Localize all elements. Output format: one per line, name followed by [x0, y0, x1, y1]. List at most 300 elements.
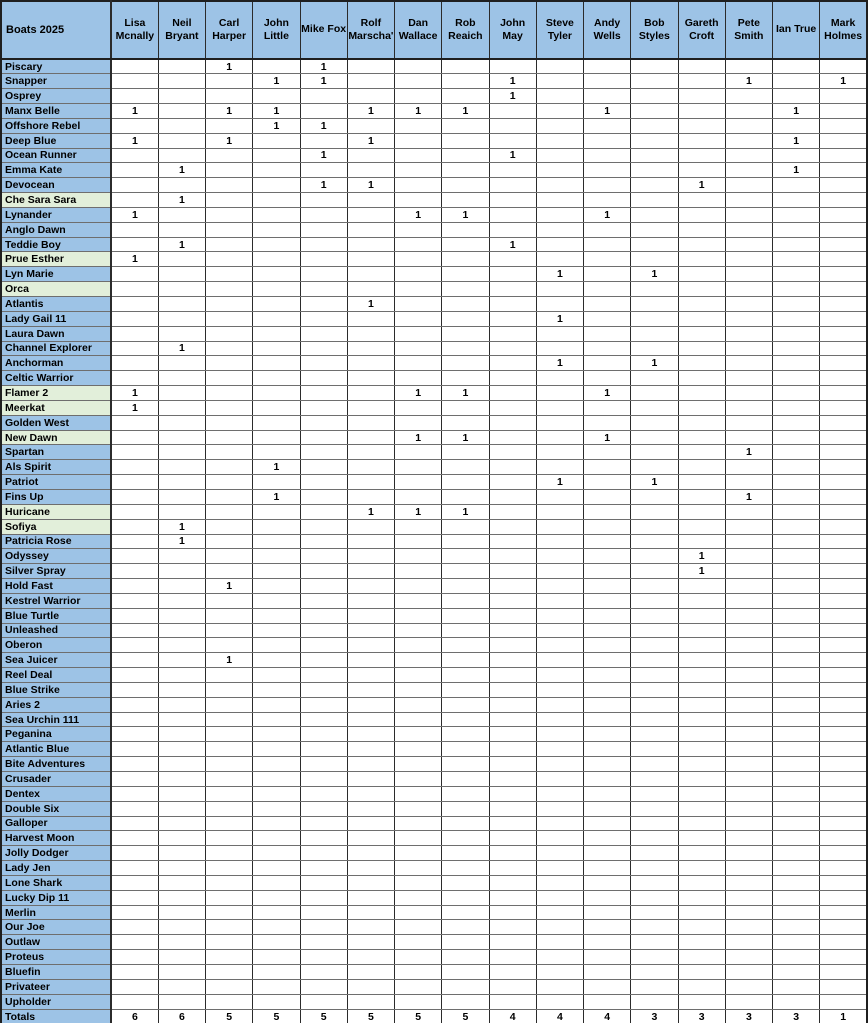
mark-cell[interactable] — [678, 430, 725, 445]
mark-cell[interactable] — [395, 237, 442, 252]
mark-cell[interactable] — [395, 697, 442, 712]
mark-cell[interactable] — [347, 712, 394, 727]
mark-cell[interactable] — [158, 786, 205, 801]
mark-cell[interactable] — [678, 593, 725, 608]
mark-cell[interactable] — [300, 326, 347, 341]
mark-cell[interactable] — [347, 697, 394, 712]
mark-cell[interactable] — [347, 163, 394, 178]
mark-cell[interactable] — [773, 579, 820, 594]
mark-cell[interactable] — [584, 682, 631, 697]
mark-cell[interactable] — [489, 564, 536, 579]
mark-cell[interactable] — [300, 163, 347, 178]
mark-cell[interactable] — [206, 786, 253, 801]
mark-cell[interactable] — [442, 979, 489, 994]
mark-cell[interactable]: 1 — [489, 89, 536, 104]
mark-cell[interactable] — [347, 252, 394, 267]
mark-cell[interactable] — [111, 460, 158, 475]
mark-cell[interactable] — [773, 193, 820, 208]
mark-cell[interactable] — [111, 371, 158, 386]
mark-cell[interactable] — [206, 460, 253, 475]
mark-cell[interactable] — [725, 697, 772, 712]
mark-cell[interactable] — [773, 905, 820, 920]
mark-cell[interactable] — [253, 816, 300, 831]
mark-cell[interactable] — [820, 964, 867, 979]
mark-cell[interactable] — [253, 237, 300, 252]
mark-cell[interactable] — [773, 519, 820, 534]
mark-cell[interactable] — [773, 786, 820, 801]
mark-cell[interactable] — [300, 267, 347, 282]
mark-cell[interactable] — [442, 905, 489, 920]
mark-cell[interactable] — [442, 519, 489, 534]
mark-cell[interactable] — [631, 89, 678, 104]
mark-cell[interactable] — [489, 445, 536, 460]
mark-cell[interactable] — [253, 445, 300, 460]
mark-cell[interactable] — [442, 608, 489, 623]
mark-cell[interactable] — [300, 89, 347, 104]
mark-cell[interactable] — [489, 326, 536, 341]
mark-cell[interactable] — [206, 163, 253, 178]
mark-cell[interactable] — [347, 193, 394, 208]
mark-cell[interactable] — [773, 801, 820, 816]
mark-cell[interactable] — [725, 267, 772, 282]
mark-cell[interactable] — [158, 178, 205, 193]
mark-cell[interactable] — [820, 935, 867, 950]
mark-cell[interactable] — [678, 831, 725, 846]
mark-cell[interactable] — [631, 297, 678, 312]
mark-cell[interactable] — [820, 460, 867, 475]
boat-name-cell[interactable]: Osprey — [1, 89, 111, 104]
mark-cell[interactable] — [489, 282, 536, 297]
mark-cell[interactable] — [300, 400, 347, 415]
mark-cell[interactable] — [678, 638, 725, 653]
mark-cell[interactable] — [395, 935, 442, 950]
mark-cell[interactable] — [536, 400, 583, 415]
mark-cell[interactable] — [631, 846, 678, 861]
boat-name-cell[interactable]: Merlin — [1, 905, 111, 920]
mark-cell[interactable] — [395, 415, 442, 430]
mark-cell[interactable] — [111, 964, 158, 979]
mark-cell[interactable] — [631, 74, 678, 89]
mark-cell[interactable] — [206, 267, 253, 282]
mark-cell[interactable]: 1 — [678, 564, 725, 579]
mark-cell[interactable] — [253, 682, 300, 697]
mark-cell[interactable] — [395, 193, 442, 208]
mark-cell[interactable]: 1 — [442, 430, 489, 445]
mark-cell[interactable] — [489, 742, 536, 757]
mark-cell[interactable] — [631, 757, 678, 772]
mark-cell[interactable]: 1 — [206, 653, 253, 668]
mark-cell[interactable] — [158, 549, 205, 564]
mark-cell[interactable] — [300, 712, 347, 727]
mark-cell[interactable] — [206, 623, 253, 638]
mark-cell[interactable] — [725, 89, 772, 104]
boat-name-cell[interactable]: Emma Kate — [1, 163, 111, 178]
mark-cell[interactable] — [678, 697, 725, 712]
mark-cell[interactable] — [253, 326, 300, 341]
mark-cell[interactable] — [820, 742, 867, 757]
mark-cell[interactable] — [395, 564, 442, 579]
mark-cell[interactable] — [489, 786, 536, 801]
mark-cell[interactable] — [253, 742, 300, 757]
mark-cell[interactable]: 1 — [489, 74, 536, 89]
boat-name-cell[interactable]: Dentex — [1, 786, 111, 801]
mark-cell[interactable] — [773, 935, 820, 950]
mark-cell[interactable] — [820, 148, 867, 163]
mark-cell[interactable] — [206, 415, 253, 430]
mark-cell[interactable] — [678, 772, 725, 787]
mark-cell[interactable] — [111, 163, 158, 178]
boat-name-cell[interactable]: Bluefin — [1, 964, 111, 979]
mark-cell[interactable] — [111, 297, 158, 312]
mark-cell[interactable] — [584, 311, 631, 326]
mark-cell[interactable] — [725, 252, 772, 267]
mark-cell[interactable] — [820, 356, 867, 371]
mark-cell[interactable] — [584, 237, 631, 252]
mark-cell[interactable] — [631, 193, 678, 208]
mark-cell[interactable] — [442, 326, 489, 341]
mark-cell[interactable] — [584, 326, 631, 341]
mark-cell[interactable] — [442, 311, 489, 326]
mark-cell[interactable] — [725, 608, 772, 623]
mark-cell[interactable] — [395, 653, 442, 668]
boat-name-cell[interactable]: Kestrel Warrior — [1, 593, 111, 608]
mark-cell[interactable] — [442, 861, 489, 876]
mark-cell[interactable] — [300, 579, 347, 594]
mark-cell[interactable] — [111, 950, 158, 965]
mark-cell[interactable] — [347, 905, 394, 920]
mark-cell[interactable] — [773, 846, 820, 861]
mark-cell[interactable] — [536, 757, 583, 772]
mark-cell[interactable] — [347, 519, 394, 534]
mark-cell[interactable] — [111, 638, 158, 653]
mark-cell[interactable] — [820, 400, 867, 415]
mark-cell[interactable]: 1 — [347, 504, 394, 519]
mark-cell[interactable] — [206, 489, 253, 504]
mark-cell[interactable] — [395, 356, 442, 371]
mark-cell[interactable] — [158, 608, 205, 623]
mark-cell[interactable] — [773, 608, 820, 623]
mark-cell[interactable] — [158, 148, 205, 163]
mark-cell[interactable] — [253, 801, 300, 816]
mark-cell[interactable] — [631, 415, 678, 430]
mark-cell[interactable] — [111, 994, 158, 1009]
boat-name-cell[interactable]: Unleashed — [1, 623, 111, 638]
mark-cell[interactable] — [111, 237, 158, 252]
mark-cell[interactable] — [253, 341, 300, 356]
mark-cell[interactable] — [725, 875, 772, 890]
mark-cell[interactable] — [395, 757, 442, 772]
mark-cell[interactable] — [678, 964, 725, 979]
boat-name-cell[interactable]: Sea Urchin 111 — [1, 712, 111, 727]
mark-cell[interactable] — [489, 104, 536, 119]
mark-cell[interactable]: 1 — [111, 207, 158, 222]
mark-cell[interactable] — [489, 549, 536, 564]
mark-cell[interactable] — [253, 222, 300, 237]
mark-cell[interactable] — [442, 178, 489, 193]
mark-cell[interactable] — [111, 653, 158, 668]
mark-cell[interactable] — [725, 386, 772, 401]
mark-cell[interactable] — [347, 564, 394, 579]
mark-cell[interactable] — [395, 519, 442, 534]
mark-cell[interactable] — [206, 727, 253, 742]
mark-cell[interactable] — [631, 445, 678, 460]
boat-name-cell[interactable]: Lone Shark — [1, 875, 111, 890]
mark-cell[interactable] — [489, 59, 536, 74]
column-header[interactable]: John May — [489, 1, 536, 59]
mark-cell[interactable]: 1 — [158, 534, 205, 549]
mark-cell[interactable] — [773, 890, 820, 905]
mark-cell[interactable] — [631, 579, 678, 594]
mark-cell[interactable] — [631, 593, 678, 608]
mark-cell[interactable] — [300, 846, 347, 861]
mark-cell[interactable] — [489, 430, 536, 445]
mark-cell[interactable] — [206, 964, 253, 979]
mark-cell[interactable] — [725, 237, 772, 252]
mark-cell[interactable] — [773, 534, 820, 549]
mark-cell[interactable] — [631, 386, 678, 401]
mark-cell[interactable] — [725, 623, 772, 638]
mark-cell[interactable] — [442, 593, 489, 608]
mark-cell[interactable] — [111, 415, 158, 430]
mark-cell[interactable]: 1 — [725, 489, 772, 504]
mark-cell[interactable] — [773, 772, 820, 787]
mark-cell[interactable] — [111, 757, 158, 772]
mark-cell[interactable] — [253, 207, 300, 222]
mark-cell[interactable] — [158, 964, 205, 979]
mark-cell[interactable] — [773, 118, 820, 133]
mark-cell[interactable] — [253, 979, 300, 994]
mark-cell[interactable] — [536, 846, 583, 861]
mark-cell[interactable] — [111, 920, 158, 935]
mark-cell[interactable] — [631, 104, 678, 119]
total-cell[interactable]: 4 — [536, 1009, 583, 1023]
mark-cell[interactable] — [678, 579, 725, 594]
mark-cell[interactable] — [300, 697, 347, 712]
mark-cell[interactable] — [725, 801, 772, 816]
mark-cell[interactable] — [725, 371, 772, 386]
mark-cell[interactable] — [300, 430, 347, 445]
mark-cell[interactable] — [300, 861, 347, 876]
mark-cell[interactable] — [253, 712, 300, 727]
mark-cell[interactable] — [678, 237, 725, 252]
mark-cell[interactable] — [536, 593, 583, 608]
mark-cell[interactable] — [442, 935, 489, 950]
mark-cell[interactable] — [584, 133, 631, 148]
mark-cell[interactable] — [773, 549, 820, 564]
mark-cell[interactable]: 1 — [111, 400, 158, 415]
mark-cell[interactable] — [158, 133, 205, 148]
totals-label-cell[interactable]: Totals — [1, 1009, 111, 1023]
mark-cell[interactable] — [347, 682, 394, 697]
mark-cell[interactable] — [489, 875, 536, 890]
mark-cell[interactable] — [253, 623, 300, 638]
mark-cell[interactable] — [111, 475, 158, 490]
mark-cell[interactable] — [820, 623, 867, 638]
boat-name-cell[interactable]: Laura Dawn — [1, 326, 111, 341]
mark-cell[interactable] — [300, 935, 347, 950]
mark-cell[interactable] — [584, 549, 631, 564]
mark-cell[interactable]: 1 — [820, 74, 867, 89]
mark-cell[interactable]: 1 — [489, 237, 536, 252]
boat-name-cell[interactable]: Crusader — [1, 772, 111, 787]
mark-cell[interactable] — [300, 341, 347, 356]
mark-cell[interactable] — [631, 653, 678, 668]
mark-cell[interactable] — [395, 445, 442, 460]
mark-cell[interactable] — [158, 668, 205, 683]
mark-cell[interactable] — [725, 593, 772, 608]
mark-cell[interactable] — [206, 994, 253, 1009]
mark-cell[interactable] — [678, 653, 725, 668]
mark-cell[interactable] — [206, 875, 253, 890]
mark-cell[interactable] — [489, 801, 536, 816]
mark-cell[interactable] — [584, 178, 631, 193]
mark-cell[interactable]: 1 — [111, 104, 158, 119]
mark-cell[interactable]: 1 — [300, 118, 347, 133]
mark-cell[interactable] — [773, 252, 820, 267]
mark-cell[interactable] — [725, 549, 772, 564]
mark-cell[interactable] — [584, 772, 631, 787]
mark-cell[interactable] — [725, 475, 772, 490]
mark-cell[interactable] — [111, 831, 158, 846]
boat-name-cell[interactable]: Manx Belle — [1, 104, 111, 119]
mark-cell[interactable] — [678, 118, 725, 133]
total-cell[interactable]: 3 — [631, 1009, 678, 1023]
mark-cell[interactable] — [678, 104, 725, 119]
mark-cell[interactable] — [725, 979, 772, 994]
mark-cell[interactable] — [820, 757, 867, 772]
mark-cell[interactable] — [347, 801, 394, 816]
mark-cell[interactable] — [158, 489, 205, 504]
mark-cell[interactable] — [395, 994, 442, 1009]
mark-cell[interactable] — [158, 579, 205, 594]
mark-cell[interactable] — [395, 222, 442, 237]
mark-cell[interactable] — [584, 979, 631, 994]
mark-cell[interactable] — [111, 608, 158, 623]
mark-cell[interactable] — [111, 668, 158, 683]
mark-cell[interactable] — [158, 504, 205, 519]
mark-cell[interactable] — [536, 371, 583, 386]
mark-cell[interactable] — [442, 742, 489, 757]
mark-cell[interactable] — [347, 653, 394, 668]
mark-cell[interactable] — [206, 831, 253, 846]
mark-cell[interactable] — [111, 178, 158, 193]
mark-cell[interactable] — [584, 727, 631, 742]
mark-cell[interactable] — [158, 697, 205, 712]
mark-cell[interactable] — [206, 356, 253, 371]
mark-cell[interactable] — [773, 74, 820, 89]
mark-cell[interactable] — [631, 489, 678, 504]
mark-cell[interactable] — [300, 890, 347, 905]
mark-cell[interactable] — [820, 237, 867, 252]
mark-cell[interactable] — [725, 861, 772, 876]
mark-cell[interactable] — [300, 950, 347, 965]
boat-name-cell[interactable]: Huricane — [1, 504, 111, 519]
table-title-cell[interactable]: Boats 2025 — [1, 1, 111, 59]
total-cell[interactable]: 3 — [678, 1009, 725, 1023]
mark-cell[interactable] — [678, 786, 725, 801]
mark-cell[interactable]: 1 — [206, 133, 253, 148]
mark-cell[interactable] — [489, 593, 536, 608]
mark-cell[interactable]: 1 — [158, 163, 205, 178]
mark-cell[interactable] — [584, 697, 631, 712]
mark-cell[interactable] — [584, 59, 631, 74]
mark-cell[interactable] — [300, 786, 347, 801]
mark-cell[interactable] — [253, 964, 300, 979]
mark-cell[interactable] — [206, 207, 253, 222]
mark-cell[interactable]: 1 — [300, 59, 347, 74]
mark-cell[interactable]: 1 — [773, 133, 820, 148]
mark-cell[interactable] — [347, 608, 394, 623]
mark-cell[interactable] — [347, 356, 394, 371]
total-cell[interactable]: 5 — [442, 1009, 489, 1023]
mark-cell[interactable] — [111, 549, 158, 564]
mark-cell[interactable] — [111, 356, 158, 371]
mark-cell[interactable] — [536, 504, 583, 519]
mark-cell[interactable] — [536, 489, 583, 504]
mark-cell[interactable] — [300, 831, 347, 846]
mark-cell[interactable] — [820, 504, 867, 519]
mark-cell[interactable] — [631, 875, 678, 890]
mark-cell[interactable]: 1 — [158, 519, 205, 534]
mark-cell[interactable] — [300, 920, 347, 935]
mark-cell[interactable] — [773, 623, 820, 638]
mark-cell[interactable] — [678, 534, 725, 549]
boat-name-cell[interactable]: Teddie Boy — [1, 237, 111, 252]
mark-cell[interactable]: 1 — [442, 386, 489, 401]
mark-cell[interactable] — [206, 326, 253, 341]
mark-cell[interactable] — [206, 252, 253, 267]
mark-cell[interactable] — [820, 252, 867, 267]
mark-cell[interactable] — [678, 445, 725, 460]
mark-cell[interactable] — [820, 311, 867, 326]
mark-cell[interactable] — [253, 727, 300, 742]
mark-cell[interactable] — [111, 593, 158, 608]
mark-cell[interactable] — [631, 668, 678, 683]
mark-cell[interactable] — [395, 59, 442, 74]
mark-cell[interactable] — [158, 326, 205, 341]
mark-cell[interactable] — [678, 861, 725, 876]
mark-cell[interactable] — [206, 593, 253, 608]
mark-cell[interactable] — [442, 727, 489, 742]
mark-cell[interactable] — [253, 297, 300, 312]
mark-cell[interactable]: 1 — [111, 252, 158, 267]
mark-cell[interactable] — [536, 59, 583, 74]
mark-cell[interactable] — [253, 786, 300, 801]
mark-cell[interactable] — [300, 653, 347, 668]
mark-cell[interactable] — [631, 118, 678, 133]
mark-cell[interactable] — [489, 178, 536, 193]
mark-cell[interactable] — [253, 386, 300, 401]
mark-cell[interactable] — [725, 222, 772, 237]
mark-cell[interactable] — [442, 920, 489, 935]
mark-cell[interactable] — [631, 400, 678, 415]
mark-cell[interactable] — [631, 371, 678, 386]
mark-cell[interactable]: 1 — [631, 356, 678, 371]
mark-cell[interactable] — [725, 460, 772, 475]
mark-cell[interactable] — [442, 356, 489, 371]
mark-cell[interactable] — [442, 460, 489, 475]
mark-cell[interactable] — [442, 371, 489, 386]
column-header[interactable]: Carl Harper — [206, 1, 253, 59]
mark-cell[interactable] — [253, 593, 300, 608]
mark-cell[interactable] — [631, 935, 678, 950]
mark-cell[interactable] — [725, 846, 772, 861]
boat-name-cell[interactable]: Jolly Dodger — [1, 846, 111, 861]
mark-cell[interactable] — [206, 549, 253, 564]
mark-cell[interactable]: 1 — [300, 148, 347, 163]
mark-cell[interactable] — [489, 519, 536, 534]
mark-cell[interactable] — [820, 267, 867, 282]
